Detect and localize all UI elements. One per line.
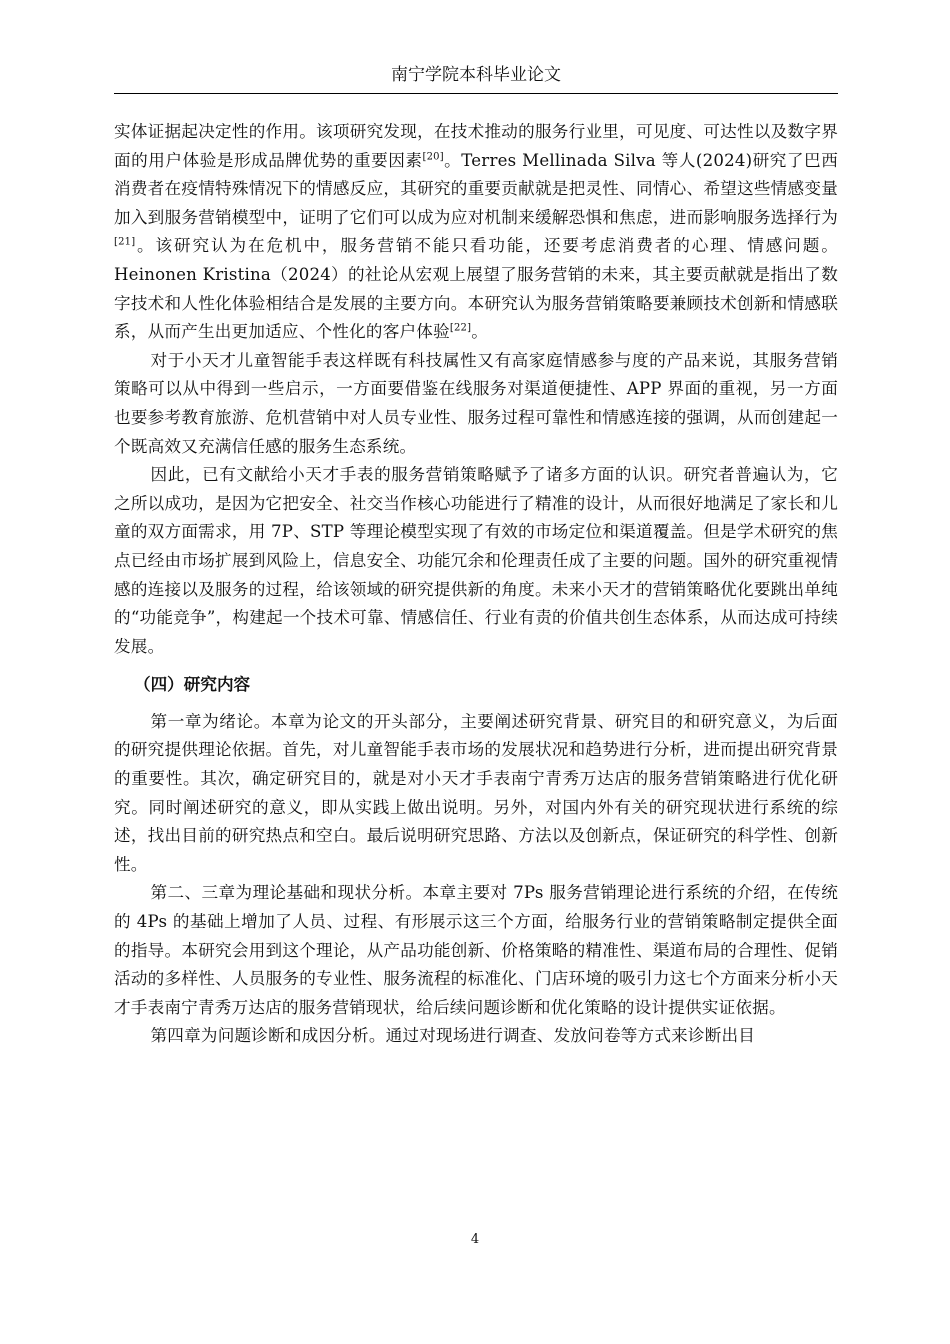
paragraph: [114, 708, 838, 880]
citation-marker: [21]: [114, 236, 136, 248]
citation-marker: [22]: [449, 322, 472, 334]
running-header: 南宁学院本科毕业论文: [391, 65, 561, 85]
paragraph: [114, 118, 838, 347]
paragraph-text: 因此，已有文献给小天才手表的服务营销策略赋予了诸多方面的认识。研究者普遍认为，它之所以成功，是因为它把安全、社交当作核心功能进行了精准的设计，从而很好地满足了家长和儿童的双方面需求，用 7P、STP 等理论模型实现了有效的市场定位和渠道覆盖。但是学术研究的焦点已经由市场扩展到风险上，信息安全、功能冗余和伦理责任成了主要的问题。国外的研究重视情感的连接以及服务的过程，给该领域的研究提供新的角度。未来小天才的营销策略优化要跳出单纯的“功能竞争”，构建起一个技术可靠、情感信任、行业有责的价值共创生态体系，从而达成可持续发展。: [114, 465, 838, 656]
paragraph-text: 。该研究认为在危机中，服务营销不能只看功能，还要考虑消费者的心理、情感问题。Heinonen Kristina（2024）的社论从宏观上展望了服务营销的未来，其主要贡献就是指出了数字技术和人性化体验相结合是发展的主要方向。本研究认为服务营销策略要兼顾技术创新和情感联系，从而产生出更加适应、个性化的客户体验: [114, 236, 838, 342]
page-number: 4: [470, 1232, 480, 1247]
paragraph-text: 对于小天才儿童智能手表这样既有科技属性又有高家庭情感参与度的产品来说，其服务营销策略可以从中得到一些启示，一方面要借鉴在线服务对渠道便捷性、APP 界面的重视，另一方面也要参考教育旅游、危机营销中对人员专业性、服务过程可靠性和情感连接的强调，从而创建起一个既高效又充满信任感的服务生态系统。: [114, 350, 838, 456]
paragraph-text: 实体证据起决定性的作用。该项研究发现，在技术推动的服务行业里，可见度、可达性以及数字界面的用户体验是形成品牌优势的重要因素: [114, 122, 838, 170]
citation-marker: [20]: [422, 151, 444, 163]
paragraph-text: 。Terres Mellinada Silva 等人(2024)研究了巴西消费者在疫情特殊情况下的情感反应，其研究的重要贡献就是把灵性、同情心、希望这些情感变量加入到服务营销模型中，证明了它们可以成为应对机制来缓解恐惧和焦虑，进而影响服务选择行为: [114, 150, 838, 227]
paragraph: [114, 1022, 838, 1051]
paragraph: [114, 879, 838, 1022]
paragraph-text: 第四章为问题诊断和成因分析。通过对现场进行调查、发放问卷等方式来诊断出目: [150, 1026, 756, 1046]
body-text: [114, 118, 838, 1051]
paragraph: [114, 347, 838, 461]
header-rule: [114, 93, 838, 94]
paragraph-text: 。: [471, 322, 488, 342]
paragraph-text: 第二、三章为理论基础和现状分析。本章主要对 7Ps 服务营销理论进行系统的介绍，在传统的 4Ps 的基础上增加了人员、过程、有形展示这三个方面，给服务行业的营销策略制定提供全面的指导。本研究会用到这个理论，从产品功能创新、价格策略的精准性、渠道布局的合理性、促销活动的多样性、人员服务的专业性、服务流程的标准化、门店环境的吸引力这七个方面来分析小天才手表南宁青秀万达店的服务营销现状，给后续问题诊断和优化策略的设计提供实证依据。: [114, 883, 838, 1017]
section-heading: （四）研究内容: [134, 674, 251, 695]
paragraph-text: 第一章为绪论。本章为论文的开头部分，主要阐述研究背景、研究目的和研究意义，为后面的研究提供理论依据。首先，对儿童智能手表市场的发展状况和趋势进行分析，进而提出研究背景的重要性。其次，确定研究目的，就是对小天才手表南宁青秀万达店的服务营销策略进行优化研究。同时阐述研究的意义，即从实践上做出说明。另外，对国内外有关的研究现状进行系统的综述，找出目前的研究热点和空白。最后说明研究思路、方法以及创新点，保证研究的科学性、创新性。: [114, 711, 838, 874]
paragraph: [114, 461, 838, 661]
